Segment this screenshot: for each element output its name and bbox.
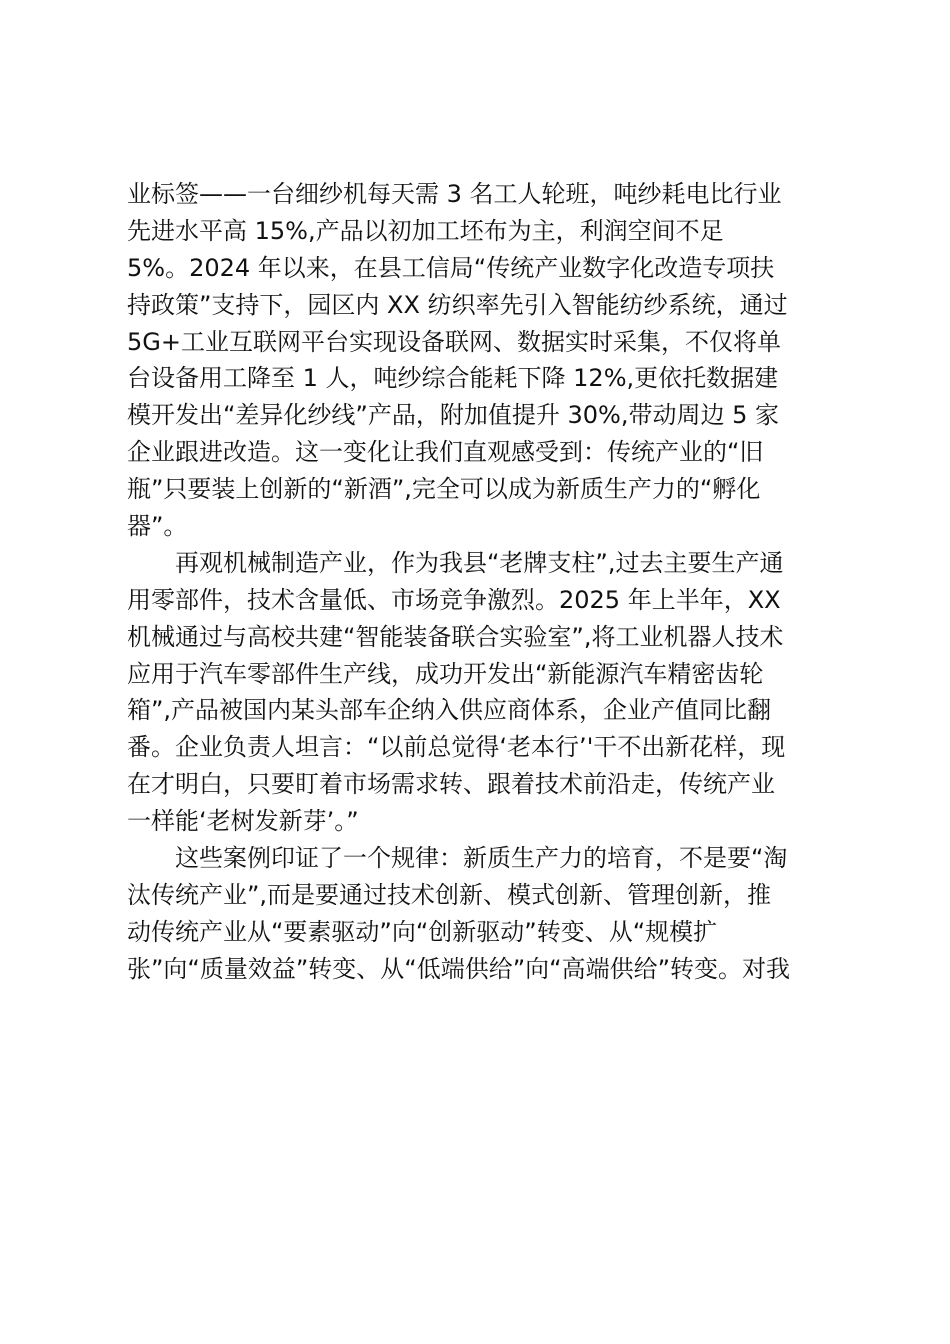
text-line: 模开发出“差异化纱线”产品，附加值提升 30%,带动周边 5 家 <box>127 401 779 430</box>
text-line: 番。企业负责人坦言：“以前总觉得‘老本行’'干不出新花样，现 <box>127 733 786 762</box>
text-line: 再观机械制造产业，作为我县“老牌支柱”,过去主要生产通 <box>175 548 784 577</box>
text-line: 器”。 <box>127 512 188 541</box>
text-line: 汰传统产业”,而是要通过技术创新、模式创新、管理创新，推 <box>127 880 772 909</box>
text-line: 5G+工业互联网平台实现设备联网、数据实时采集，不仅将单 <box>127 327 781 356</box>
text-line: 瓶”只要装上创新的“新酒”,完全可以成为新质生产力的“孵化 <box>127 475 761 504</box>
text-line: 持政策”支持下，园区内 XX 纺织率先引入智能纺纱系统，通过 <box>127 290 788 319</box>
text-line: 机械通过与高校共建“智能装备联合实验室”,将工业机器人技术 <box>127 622 784 651</box>
text-line: 张”向“质量效益”转变、从“低端供给”向“高端供给”转变。对我 <box>127 954 791 983</box>
text-line: 企业跟进改造。这一变化让我们直观感受到：传统产业的“旧 <box>127 438 764 467</box>
paragraph-3 <box>127 840 837 988</box>
text-line: 业标签——一台细纱机每天需 3 名工人轮班，吨纱耗电比行业 <box>127 180 782 208</box>
text-line: 这些案例印证了一个规律：新质生产力的培育，不是要“淘 <box>175 844 788 873</box>
paragraph-2 <box>127 545 837 840</box>
text-line: 在才明白，只要盯着市场需求转、跟着技术前沿走，传统产业 <box>127 770 775 799</box>
text-line: 应用于汽车零部件生产线，成功开发出“新能源汽车精密齿轮 <box>127 659 764 688</box>
document-body <box>127 176 837 988</box>
text-line: 一样能‘老树发新芽’。” <box>127 807 359 836</box>
paragraph-1 <box>127 176 837 545</box>
text-line: 先进水平高 15%,产品以初加工坯布为主，利润空间不足 <box>127 216 724 245</box>
text-line: 用零部件，技术含量低、市场竞争激烈。2025 年上半年，XX <box>127 585 781 614</box>
text-line: 箱”,产品被国内某头部车企纳入供应商体系，企业产值同比翻 <box>127 696 772 725</box>
text-line: 台设备用工降至 1 人，吨纱综合能耗下降 12%,更依托数据建 <box>127 364 779 393</box>
text-line: 动传统产业从“要素驱动”向“创新驱动”转变、从“规模扩 <box>127 917 718 946</box>
text-line: 5%。2024 年以来，在县工信局“传统产业数字化改造专项扶 <box>127 253 775 282</box>
